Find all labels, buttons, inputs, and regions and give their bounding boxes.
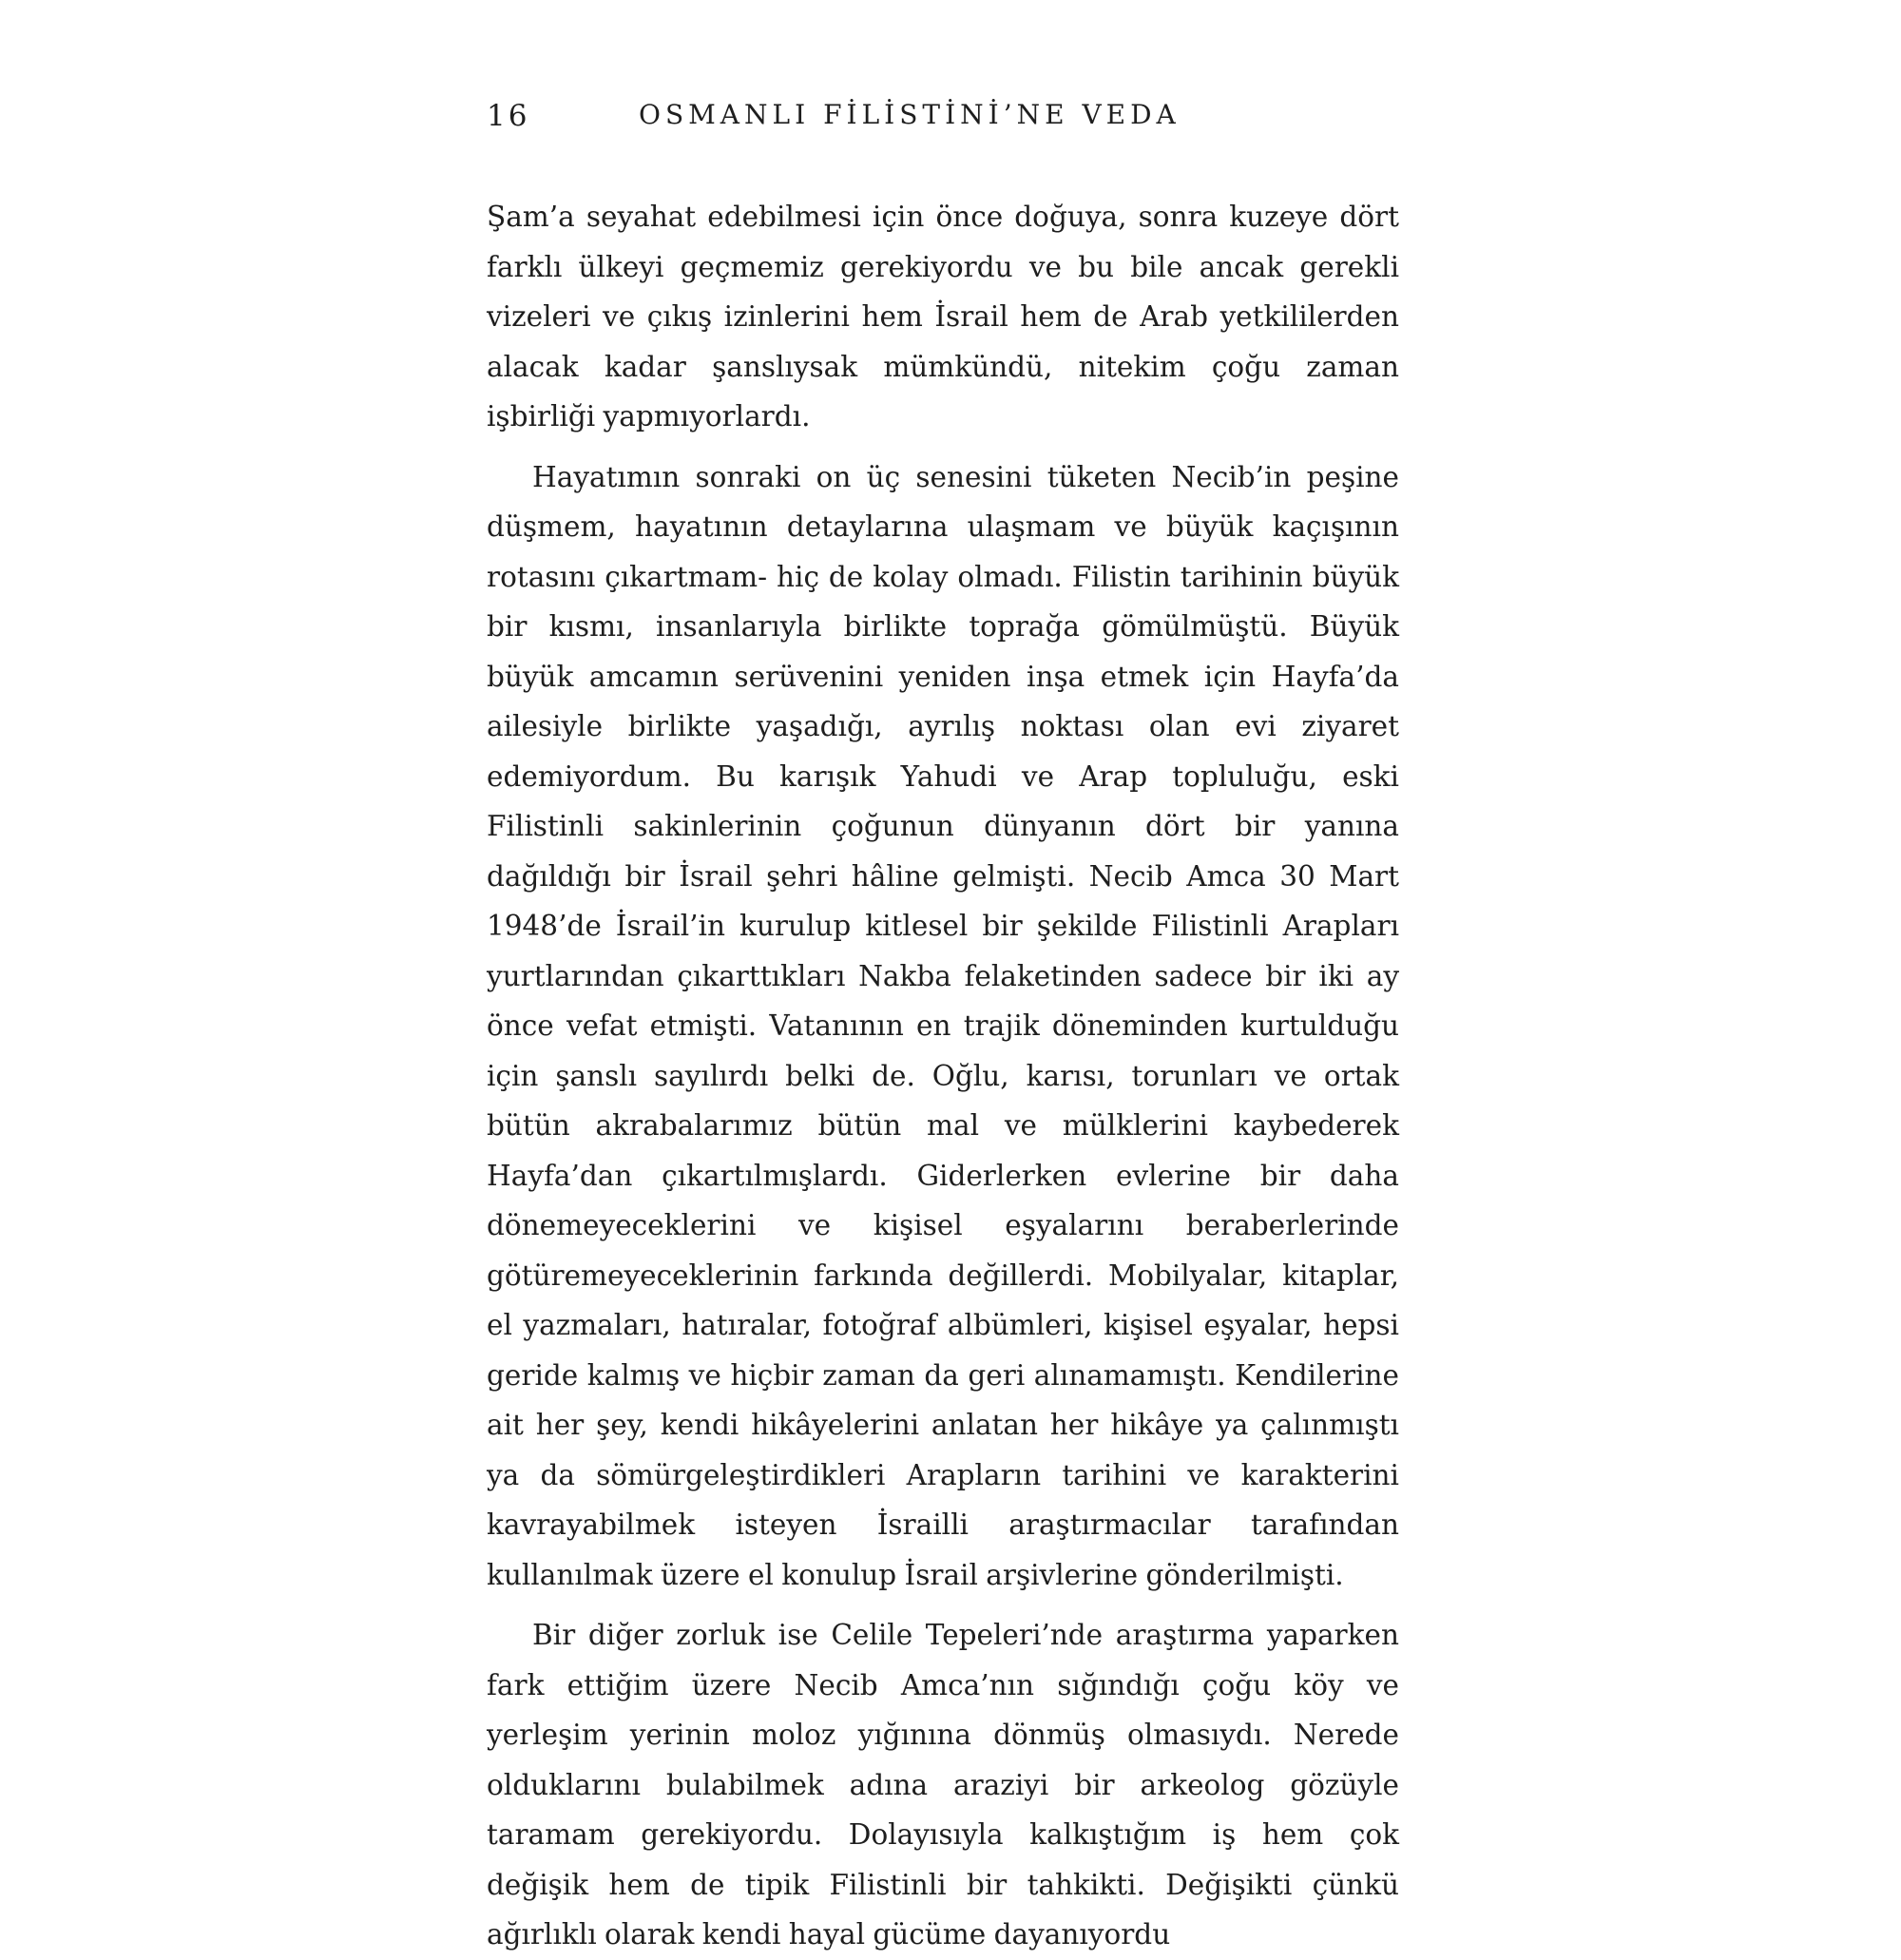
body-text [487,192,1399,1960]
paragraph-1: Şam’a seyahat edebilmesi için önce doğuya, sonra kuzeye dört farklı ülkeyi geçmemiz gerekiyordu ve bu bile ancak gerekli vizeleri ve çıkış izinlerini hem İsrail hem de Arab yetkililerden alacak kadar şanslıysak mümkündü, nitekim çoğu zaman işbirliği yapmıyorlardı. [487,201,1399,432]
running-header [487,99,1399,141]
running-title: OSMANLI FİLİSTİNİ’NE VEDA [639,99,1181,130]
paragraph-3: Bir diğer zorluk ise Celile Tepeleri’nde araştırma yaparken fark ettiğim üzere Necib Amca’nın sığındığı çoğu köy ve yerleşim yerinin moloz yığınına dönmüş olmasıydı. Nerede olduklarını bulabilmek adına araziyi bir arkeolog gözüyle taramam gerekiyordu. Dolayısıyla kalkıştığım iş hem çok değişik hem de tipik Filistinli bir tahkikti. Değişikti çünkü ağırlıklı olarak kendi hayal gücüme dayanıyordu [487,1619,1399,1950]
page-number: 16 [487,99,530,133]
paragraph-2: Hayatımın sonraki on üç senesini tüketen Necib’in peşine düşmem, hayatının detaylarına ulaşmam ve büyük kaçışının rotasını çıkartmam- hiç de kolay olmadı. Filistin tarihinin büyük bir kısmı, insanlarıyla birlikte toprağa gömülmüştü. Büyük büyük amcamın serüvenini yeniden inşa etmek için Hayfa’da ailesiyle birlikte yaşadığı, ayrılış noktası olan evi ziyaret edemiyordum. Bu karışık Yahudi ve Arap topluluğu, eski Filistinli sakinlerinin çoğunun dünyanın dört bir yanına dağıldığı bir İsrail şehri hâline gelmişti. Necib Amca 30 Mart 1948’de İsrail’in kurulup kitlesel bir şekilde Filistinli Arapları yurtlarından çıkarttıkları Nakba felaketinden sadece bir iki ay önce vefat etmişti. Vatanının en trajik döneminden kurtulduğu için şanslı sayılırdı belki de. Oğlu, karısı, torunları ve ortak bütün akrabalarımız bütün mal ve mülklerini kaybederek Hayfa’dan çıkartılmışlardı. Giderlerken evlerine bir daha dönemeyeceklerini ve kişisel eşyalarını beraberlerinde götüremeyeceklerinin farkında değillerdi. Mobilyalar, kitaplar, el yazmaları, hatıralar, fotoğraf albümleri, kişisel eşyalar, hepsi geride kalmış ve hiçbir zaman da geri alınamamıştı. Kendilerine ait her şey, kendi hikâyelerini anlatan her hikâye ya çalınmıştı ya da sömürgeleştirdikleri Arapların tarihini ve karakterini kavrayabilmek isteyen İsrailli araştırmacılar tarafından kullanılmak üzere el konulup İsrail arşivlerine gönderilmişti. [487,460,1399,1591]
